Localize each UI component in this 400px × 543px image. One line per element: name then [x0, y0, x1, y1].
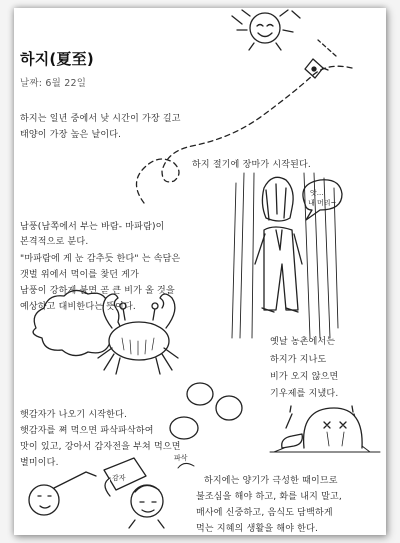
- ancestors-line: 기우제를 지냈다.: [270, 389, 339, 399]
- south-wind-line: 남풍(남쪽에서 부는 바람- 마파람)이: [20, 222, 165, 232]
- south-wind-line: 갯벌 위에서 먹이를 찾던 게가: [20, 270, 139, 280]
- potato-line: 별미이다.: [20, 458, 59, 468]
- south-wind-line: 예상하고 대비한다는 뜻이다.: [20, 302, 136, 312]
- potato-label: 감자: [112, 474, 126, 482]
- ancestors-line: 하지가 지나도: [270, 355, 327, 365]
- sound-fx: 파삭: [174, 454, 188, 462]
- farm-work-line: 불조심을 해야 하고, 화를 내지 말고,: [196, 492, 342, 502]
- potato-line: 햇감자를 쪄 먹으면 파삭파삭하여: [20, 426, 154, 436]
- potato-line: 맛이 있고, 강아서 감자전을 부쳐 먹으면: [20, 442, 181, 452]
- potato-icons: [170, 383, 242, 439]
- intro-line: 하지는 일년 중에서 낮 시간이 가장 길고: [20, 114, 181, 124]
- page-sheet: [14, 8, 386, 535]
- farm-work-line: 매사에 신중하고, 음식도 담백하게: [196, 508, 333, 518]
- curly-line: [137, 66, 353, 203]
- south-wind-line: 남풍이 강하게 불면 곧 큰 비가 올 것을: [20, 286, 175, 296]
- date-label: 날짜: 6월 22일: [20, 78, 87, 89]
- farm-work-line: 하지에는 양기가 극성한 때이므로: [204, 476, 338, 486]
- farm-work-line: 먹는 지혜의 생활을 해야 한다.: [196, 524, 319, 534]
- ancestors-line: 비가 오지 않으면: [270, 372, 339, 382]
- potato-line: 햇감자가 나오기 시작한다.: [20, 410, 128, 420]
- page-title: 하지(夏至): [20, 50, 94, 68]
- south-wind-line: 본격적으로 분다.: [20, 237, 89, 247]
- ancestors-line: 옛날 농촌에서는: [270, 337, 336, 347]
- intro-line: 태양이 가장 높은 날이다.: [20, 130, 122, 140]
- south-wind-line: "마파람에 게 눈 감추듯 한다" 는 속담은: [20, 254, 181, 264]
- bell-icon: [305, 40, 336, 78]
- rainy-season-caption: 하지 절기에 장마가 시작된다.: [192, 160, 311, 170]
- sun-icon: [232, 10, 300, 50]
- speech-rain-line-2: 내 머리~: [308, 199, 337, 207]
- standing-person-figure: [255, 177, 302, 312]
- speech-rain-line-1: 앗...: [310, 189, 324, 197]
- mourning-figure: [270, 406, 380, 452]
